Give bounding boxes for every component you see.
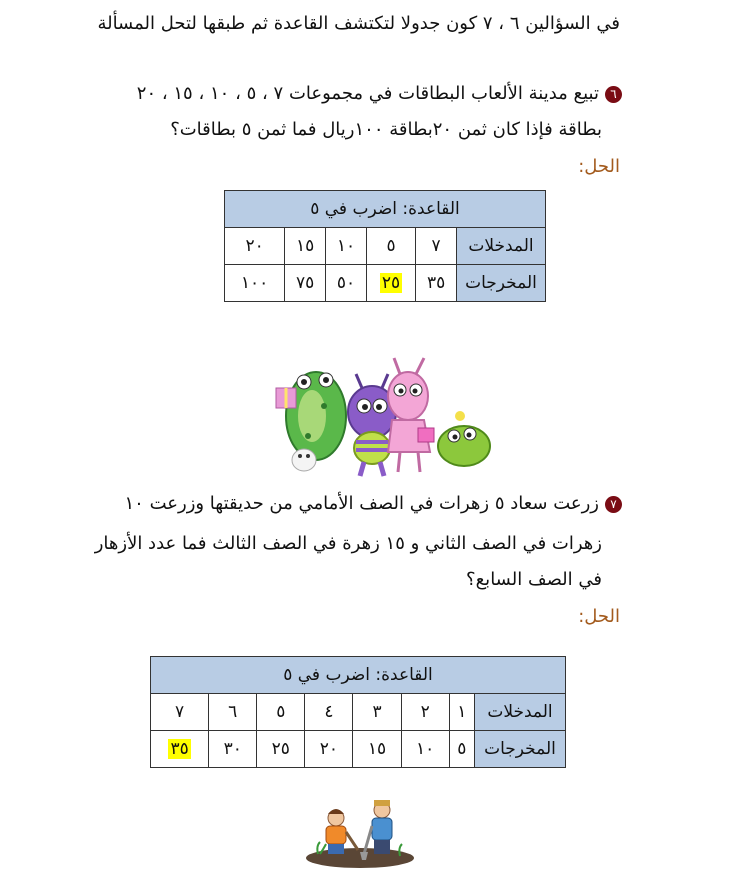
- question-6-inputs-label: المدخلات: [457, 228, 546, 265]
- question-6-output-cell: ١٠٠: [225, 265, 285, 302]
- question-6-number: ٦: [605, 86, 622, 103]
- question-6-solution-label: الحل:: [578, 156, 620, 177]
- question-6-rule: القاعدة: اضرب في ٥: [225, 191, 546, 228]
- question-6-line-2: بطاقة فإذا كان ثمن ٢٠بطاقة ١٠٠ريال فما ثمن ٥ بطاقات؟: [170, 119, 602, 140]
- question-7-output-cell: ١٥: [353, 731, 401, 768]
- question-7-inputs-label: المدخلات: [475, 694, 566, 731]
- question-6-highlight: ٢٥: [381, 273, 401, 293]
- question-6-input-cell: ٢٠: [225, 228, 285, 265]
- question-7-line-1: [125, 490, 622, 518]
- question-6-output-cell-highlighted: [366, 265, 415, 302]
- question-7-output-cell-highlighted: [151, 731, 209, 768]
- question-7-outputs-row: [151, 731, 566, 768]
- question-7-inputs-row: [151, 694, 566, 731]
- question-7-rule: القاعدة: اضرب في ٥: [151, 657, 566, 694]
- question-7-input-cell: ٤: [305, 694, 353, 731]
- monsters-illustration: [268, 336, 498, 482]
- question-7-outputs-label: المخرجات: [475, 731, 566, 768]
- question-7-line-3: في الصف السابع؟: [466, 569, 602, 590]
- question-7-line-2: زهرات في الصف الثاني و ١٥ زهرة في الصف الثالث فما عدد الأزهار: [94, 533, 602, 554]
- question-6-input-cell: ١٠: [326, 228, 367, 265]
- question-6-output-cell: ٥٠: [326, 265, 367, 302]
- question-7-highlight: ٣٥: [170, 739, 189, 759]
- question-6-outputs-label: المخرجات: [457, 265, 546, 302]
- question-7-input-cell: ١: [449, 694, 474, 731]
- question-7-solution-label: الحل:: [578, 606, 620, 627]
- question-7-output-cell: ٥: [449, 731, 474, 768]
- question-6-table: [224, 190, 546, 302]
- question-6-output-cell: ٧٥: [285, 265, 326, 302]
- question-6-line-1: [137, 80, 622, 108]
- question-6-input-cell: ١٥: [285, 228, 326, 265]
- question-6-input-cell: ٧: [416, 228, 457, 265]
- question-7-number: ٧: [605, 496, 622, 513]
- question-6-inputs-row: [225, 228, 546, 265]
- question-6-text-1: تبيع مدينة الألعاب البطاقات في مجموعات ٧ ، ٥ ، ١٠ ، ١٥ ، ٢٠: [136, 83, 599, 104]
- question-7-output-cell: ٢٠: [305, 731, 353, 768]
- question-7-output-cell: ٢٥: [257, 731, 305, 768]
- question-7-input-cell: ٣: [353, 694, 401, 731]
- question-6-input-cell: ٥: [366, 228, 415, 265]
- gardening-illustration: [304, 798, 416, 870]
- question-7-output-cell: ٣٠: [209, 731, 257, 768]
- question-7-output-cell: ١٠: [401, 731, 449, 768]
- question-7-input-cell: ٥: [257, 694, 305, 731]
- question-6-output-cell: ٣٥: [416, 265, 457, 302]
- question-7-input-cell: ٧: [151, 694, 209, 731]
- question-7-text-1: زرعت سعاد ٥ زهرات في الصف الأمامي من حديقتها وزرعت ١٠: [124, 493, 599, 514]
- question-6-outputs-row: [225, 265, 546, 302]
- intro-text: في السؤالين ٦ ، ٧ كون جدولا لتكتشف القاعدة ثم طبقها لتحل المسألة: [97, 13, 620, 34]
- question-7-input-cell: ٢: [401, 694, 449, 731]
- question-7-input-cell: ٦: [209, 694, 257, 731]
- question-7-table: [150, 656, 566, 768]
